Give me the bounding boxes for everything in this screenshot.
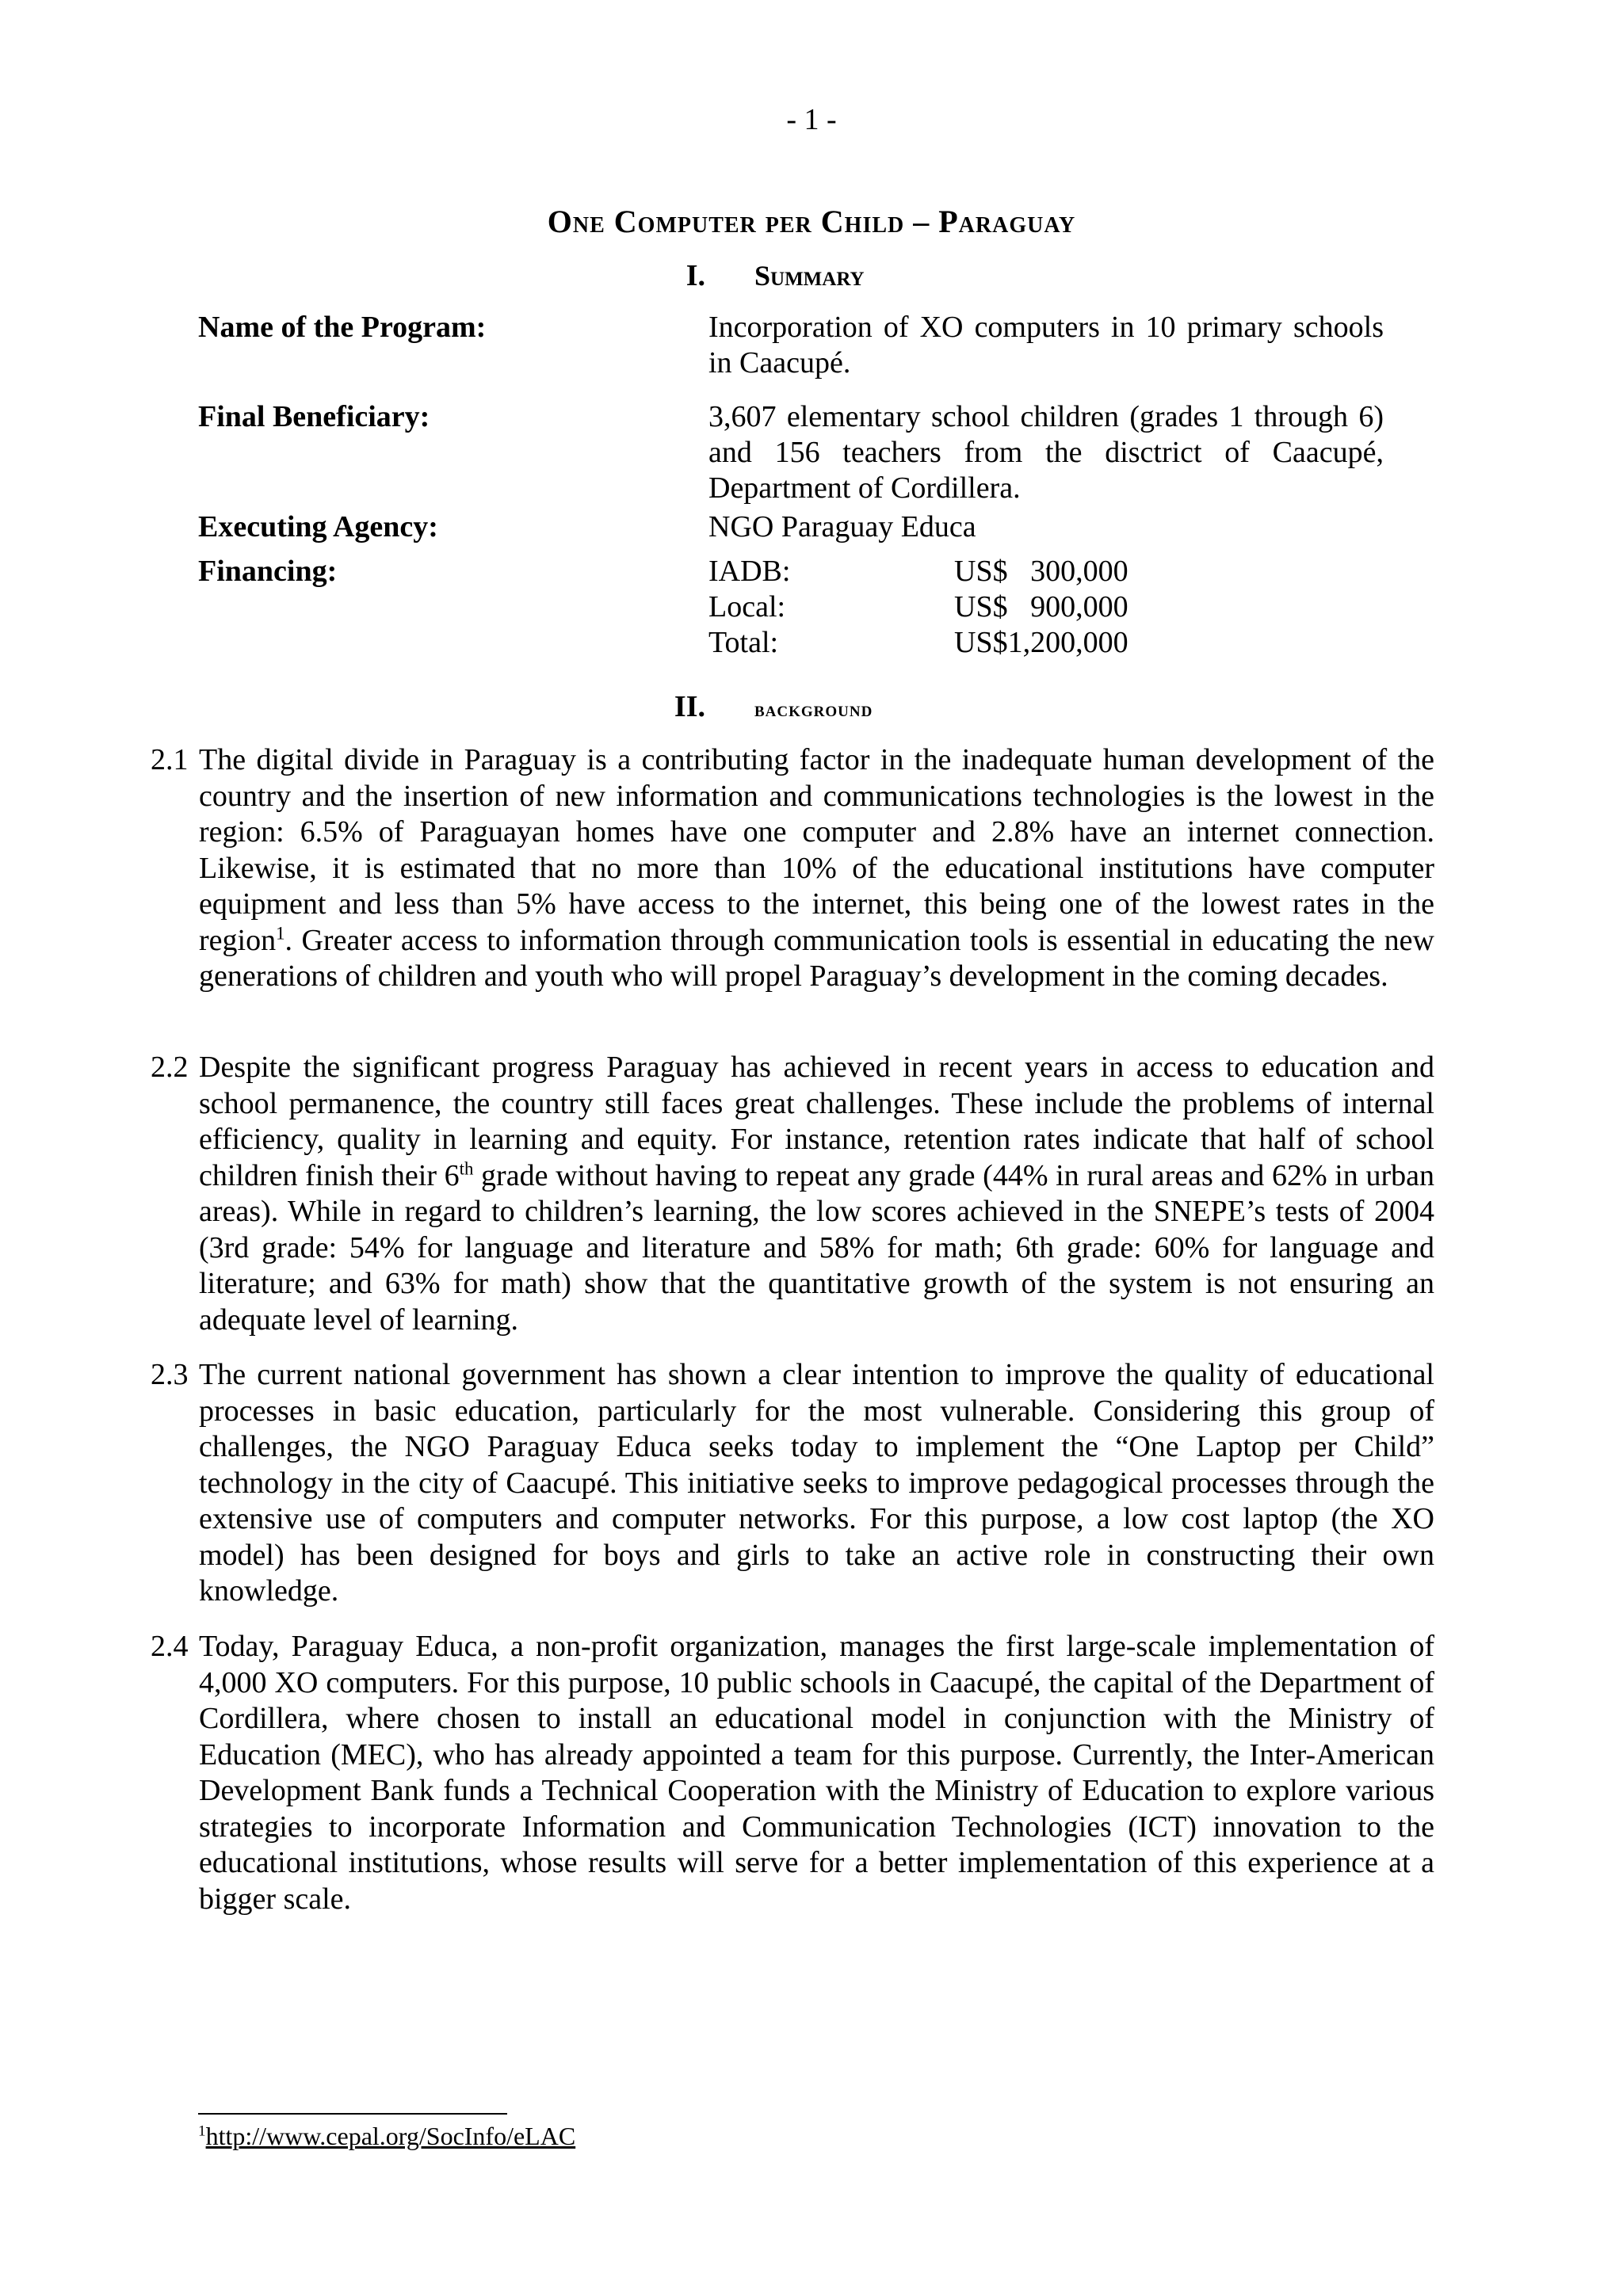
summary-value: NGO Paraguay Educa bbox=[708, 510, 976, 543]
footnote-link[interactable]: http://www.cepal.org/SocInfo/eLAC bbox=[205, 2122, 576, 2150]
footnote-marker: 1 bbox=[198, 2122, 206, 2140]
financing-row bbox=[708, 554, 1128, 589]
financing-row bbox=[708, 625, 1128, 661]
paragraph-text: grade without having to repeat any grade (44% in rural areas and 62% in urban areas). While in regard to children’s learning, the low scores achieved in the SNEPE’s tests of 2004 (3rd grade: 54% for language and literature and 58% for math; 6th grade: 60% for language and literature; and 63% for math) show that the quantitative growth of the system is not ensuring an adequate level of learning. bbox=[199, 1158, 1434, 1337]
paragraph-text: Despite the significant progress Paraguay has achieved in recent years in access to education and school permanence, the country still faces great challenges. These include the problems of internal efficiency, quality in learning and equity. For instance, retention rates indicate that half of school children finish their 6 bbox=[199, 1051, 1434, 1192]
page-number: - 1 - bbox=[786, 103, 837, 136]
paragraph-number: 2.1 bbox=[151, 743, 189, 776]
summary-value: Incorporation of XO computers in 10 primary schools in Caacupé. bbox=[708, 311, 1384, 379]
financing-amount: US$ 300,000 bbox=[954, 555, 1128, 588]
financing-source: Local: bbox=[708, 590, 786, 624]
financing-amount: US$ 900,000 bbox=[954, 590, 1128, 624]
section-number: II. bbox=[674, 690, 705, 723]
footnote bbox=[198, 2120, 575, 2152]
financing-row bbox=[708, 589, 1128, 625]
paragraph-2-3 bbox=[151, 1357, 1434, 1610]
paragraph-2-1 bbox=[151, 742, 1434, 995]
summary-label: Name of the Program: bbox=[198, 311, 487, 344]
paragraph-2-4 bbox=[151, 1629, 1434, 1917]
paragraph-text: The current national government has shown a clear intention to improve the quality of educational processes in basic education, particularly for the most vulnerable. Considering this group of challenges, the NGO Paraguay Educa seeks today to implement the “One Laptop per Child” technology in the city of Caacupé. This initiative seeks to improve pedagogical processes through the extensive use of computers and computer networks. For this purpose, a low cost laptop (the XO model) has been designed for boys and girls to take an active role in constructing their own knowledge. bbox=[199, 1358, 1434, 1608]
paragraph-text: . Greater access to information through communication tools is essential in educating the new generations of children and youth who will propel Paraguay’s development in the coming decades. bbox=[199, 923, 1434, 993]
paragraph-text: The digital divide in Paraguay is a contributing factor in the inadequate human development of the country and the insertion of new information and communications technologies is the lowest in the region: 6.5% of Paraguayan homes have one computer and 2.8% have an internet connection. Likewise, it is estimated that no more than 10% of the educational institutions have computer equipment and less than 5% have access to the internet, this being one of the lowest rates in the region bbox=[199, 743, 1434, 957]
financing-source: IADB: bbox=[708, 555, 791, 588]
document-title: One Computer per Child – Paraguay bbox=[547, 204, 1076, 239]
section-title: Summary bbox=[754, 260, 865, 292]
summary-label: Final Beneficiary: bbox=[198, 400, 430, 433]
paragraph-number: 2.4 bbox=[151, 1630, 189, 1663]
summary-value: 3,607 elementary school children (grades 1 through 6) and 156 teachers from the disctrict of Caacupé, Department of Cordillera. bbox=[708, 400, 1384, 505]
paragraph-number: 2.3 bbox=[151, 1358, 189, 1391]
section-title: background bbox=[754, 697, 873, 721]
financing-amount: US$1,200,000 bbox=[954, 626, 1128, 659]
section-number: I. bbox=[685, 259, 705, 292]
ordinal-superscript: th bbox=[459, 1158, 474, 1178]
summary-label: Financing: bbox=[198, 555, 338, 588]
footnote-reference[interactable]: 1 bbox=[276, 922, 285, 943]
financing-source: Total: bbox=[708, 626, 779, 659]
footnote-separator bbox=[198, 2113, 507, 2115]
summary-label: Executing Agency: bbox=[198, 510, 438, 543]
paragraph-2-2 bbox=[151, 1050, 1434, 1338]
paragraph-number: 2.2 bbox=[151, 1051, 189, 1084]
paragraph-text: Today, Paraguay Educa, a non-profit organization, manages the first large-scale implementation of 4,000 XO computers. For this purpose, 10 public schools in Caacupé, the capital of the Department of Cordillera, where chosen to install an educational model in conjunction with the Ministry of Education (MEC), who has already appointed a team for this purpose. Currently, the Inter-American Development Bank funds a Technical Cooperation with the Ministry of Education to explore various strategies to incorporate Information and Communication Technologies (ICT) innovation to the educational institutions, whose results will serve for a better implementation of this experience at a bigger scale. bbox=[199, 1630, 1434, 1916]
financing-table bbox=[708, 554, 1128, 661]
